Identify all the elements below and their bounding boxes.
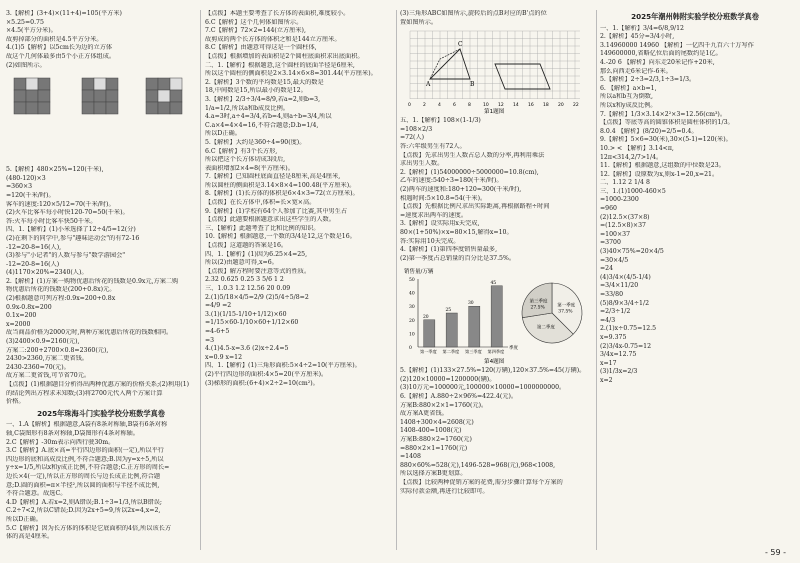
text-line: (3)1/3x=2/3	[600, 368, 638, 376]
text-line: 乙车的速度:540÷3=180(千米/时)。	[400, 177, 503, 185]
text-line: 【点拨】(1)根据题目分析得出两种优惠方案的价格关系;(2)利用(1)	[6, 381, 190, 388]
grid-label-a: A	[426, 81, 431, 89]
text-line: 1/a=1/2,所以a和b成反比例。	[205, 104, 289, 112]
text-line: 2430-2360=70(元)。	[6, 363, 70, 371]
text-line: =72(人)	[400, 134, 425, 142]
text-line: 四、1.【解析】(1)三角形面积:5×4÷2=10(平方厘米)。	[205, 362, 361, 370]
text-line: 表面积增加2×4=8(平方厘米)。	[205, 164, 294, 172]
text-line: (2)火车比客车每小时快120-70=50(千米)。	[6, 209, 129, 217]
bar-y-tick: 40	[409, 291, 415, 297]
text-line: 故剪成的两个长方体的体积之和是144立方厘米。	[205, 35, 341, 43]
text-line: =880×2×1=1760(元)	[400, 444, 468, 452]
text-line: =3/4×11/20	[600, 282, 639, 290]
text-line: x=9.375	[600, 333, 627, 341]
pie-chart	[522, 283, 582, 343]
text-line: 5.C【解析】因为长方体的体积是它底面积的4倍,所以该长方	[6, 524, 172, 532]
text-line: 物优惠后所花的钱数是(200+0.8x)元。	[6, 286, 116, 294]
text-line: (2)如图所示。	[6, 61, 46, 69]
text-line: 8.C【解析】由题意可得这是一个圆柱体,	[205, 44, 317, 52]
text-line: 所以圆柱的侧面积是3.14×8×4=100.48(平方厘米)。	[205, 181, 356, 189]
text-line: =3700	[600, 239, 621, 247]
text-line: 0.1x=200	[6, 312, 37, 320]
text-line: 方案B:880×2×1=1760(元)。	[400, 401, 488, 409]
text-line: 所以D正确。	[6, 515, 42, 523]
bar-chart-title: 销售量/万辆	[404, 269, 434, 276]
column-4-text	[600, 25, 790, 386]
bar-y-tick: 20	[409, 319, 415, 325]
text-line: 6.C【解析】有3个长方形,	[205, 147, 278, 155]
bar	[491, 286, 502, 347]
bar-y-tick: 30	[409, 305, 415, 311]
text-line: 二、1.【解析】根据题意,这个圆柱的底面半径是6厘米,	[205, 61, 355, 69]
text-line: ×4.5(平方分米)。	[6, 27, 57, 35]
grid-axis-tick: 0	[408, 103, 411, 109]
text-line: 求出男生人数。	[400, 160, 444, 168]
text-line: 2.(1)x÷0.75=12.5	[600, 325, 657, 333]
text-line: 2.【解析】(1)方案一购物优惠后所花的钱数是0.9x元,方案二购	[6, 277, 179, 285]
bar-category-label: 第三季度	[465, 349, 482, 355]
column-divider-1	[200, 10, 201, 550]
text-line: 5.【解析】大约是360÷4=90(度)。	[205, 138, 306, 146]
text-line: 6.C【解析】这个几何体如图所示。	[205, 18, 303, 26]
text-line: 三、1.0.3 1.2 12.56 20 0.09	[205, 285, 291, 292]
bar	[469, 306, 480, 347]
bar-value-label: 30	[467, 301, 474, 307]
column-3-text-b	[400, 117, 590, 263]
grid-label-c: C	[458, 41, 463, 49]
text-line: 5.【解析】(1)133×27.5%=120(万辆),120×37.5%=45(万辆)。	[400, 367, 586, 375]
text-line: (3)10万元=100000元,100000×10000=1000000000。	[400, 384, 566, 392]
text-line: 1408-400=1008(元)	[400, 427, 462, 435]
column-1	[6, 10, 196, 545]
grid-axis-tick: 14	[513, 103, 519, 109]
text-line: 3/4x=12.75	[600, 351, 637, 359]
text-line: 四、1.【解析】(1)因为6.25×4=25,	[205, 250, 308, 258]
text-line: =4/9 =2	[205, 302, 232, 310]
text-line: 3.(1)(1/15-1/10+1/12)×60	[205, 310, 287, 318]
text-line: 那么向西走6米记作-6米。	[600, 67, 672, 75]
text-line: (2)根据题意可列方程:0.9x=200+0.8x	[6, 295, 116, 303]
text-line: 【点拨】这道题的答案是16。	[205, 242, 288, 250]
text-line: 实际付款金额,再进行比较即可。	[400, 487, 489, 495]
column-1-text-a	[6, 10, 196, 70]
text-line: 不符合题意。故选C。	[6, 490, 67, 498]
text-line: 客车的速度:120×5/12=70(千米/时)。	[6, 200, 115, 208]
text-line: 一、1.【解析】3/4=6/8,9/12	[600, 24, 684, 32]
text-line: 80×(1+50%)×x=80×15,解得x=10。	[400, 228, 513, 236]
text-line: 9.【解析】5×6=30(米),30×(5-1)=120(米)。	[600, 136, 732, 144]
text-line: (3)40×75%=20×4/5	[600, 248, 664, 256]
text-line: 【点拨】此题要根据题意求出这些学生的人数。	[205, 216, 335, 224]
text-line: =120(千米/时)。	[6, 191, 55, 199]
bar-caption: 第4题图	[484, 359, 505, 366]
grid-figure	[400, 29, 588, 115]
grid-axis-tick: 2	[423, 103, 426, 109]
text-line: 故方案二更省钱,可节省70元。	[6, 372, 91, 380]
bar-category-label: 第四季度	[487, 349, 505, 355]
column-2-calc	[205, 276, 395, 388]
text-line: =24	[600, 265, 614, 273]
bar-y-tick: 0	[409, 346, 412, 352]
text-line: (2)第一季度占总销量的百分比是37.5%。	[400, 254, 516, 262]
grid-axis-tick: 22	[573, 103, 579, 109]
text-line: C.a×4=4×4=16,不符合题意;D.b=1/4,	[205, 121, 319, 129]
text-line: x=2	[600, 376, 613, 384]
text-line: 所以把这个长方体切成3段后,	[205, 156, 286, 164]
bar-category-label: 第一季度	[420, 349, 437, 355]
column-2-text-a	[205, 10, 395, 276]
bar-value-label: 20	[422, 315, 429, 321]
column-4	[600, 10, 790, 545]
grid-axis-tick: 4	[438, 103, 441, 109]
text-line: 五、1.【解析】108×(1-1/3)	[400, 117, 481, 125]
text-line: 4.(1)5【解析】以5cm长为边的立方体	[6, 44, 113, 52]
text-line: (3)梯形的面积:(6+4)×2÷2=10(cm²)。	[205, 379, 319, 387]
text-line: 故当商品价格为2000元时,两种方案优惠后所花的钱数相同。	[6, 329, 173, 337]
pie-slice-label: 第一季度	[557, 303, 576, 309]
text-line: (4)1170×20%=2340(人)。	[6, 269, 88, 277]
text-line: =1/15×60-1/10×60+1/12×60	[205, 319, 299, 327]
text-line: (2)12.5×(37×8)	[600, 213, 650, 221]
bar-y-tick: 50	[409, 278, 415, 284]
column-2	[205, 10, 395, 545]
text-line: 所以a和b互为倒数,	[600, 93, 653, 101]
text-line: 【点拨】先求出男生人数占总人数的分率,再利用乘法	[400, 151, 545, 159]
bar-value-label: 25	[445, 308, 452, 314]
bar-y-tick: 10	[409, 332, 415, 338]
grid-label-b: B	[470, 81, 475, 89]
text-line: 10.【解析】根据题意,一个数的3/4是12,这个数是16。	[205, 233, 356, 241]
text-line: 12π<314,2/7>1/4。	[600, 153, 663, 161]
text-line: 8.0.4 【解析】(8/20)=2/5=0.4。	[600, 127, 698, 135]
text-line: 6.【解析】A.880÷2×96%=422.4(元)。	[400, 393, 518, 401]
pie-slice-pct: 27.5%	[530, 305, 545, 311]
text-line: x=17	[600, 359, 617, 367]
text-line: 3.14960000 14960 【解析】一亿四千九百六十万写作	[600, 41, 754, 49]
text-line: 2.32 0.625 0.25 3 5/6 1 2	[205, 276, 284, 284]
text-line: 答:实际用10天完成。	[400, 237, 460, 245]
text-line: 4.D【解析】A.若x=2,则A错误;B.1÷3=1/3,所以B错误;	[6, 498, 162, 506]
text-line: =3	[205, 336, 215, 344]
text-line: (2)在剩下的同学中,参与"趣味运动会"的有72-16	[6, 234, 140, 242]
pie-slice-label: 第二季度	[536, 325, 555, 331]
text-line: 4.-20 6 【解析】向东走20米记作+20米,	[600, 58, 715, 66]
text-line: (2)120×10000=1200000(辆)。	[400, 375, 496, 383]
text-line: 7.【解析】1/3×3.14×2²×3=12.56(cm³)。	[600, 110, 727, 118]
text-line: 880×60%=528(元),1496-528=968(元),968<1008,	[400, 461, 556, 469]
text-line: 故方案A更省钱。	[400, 410, 448, 418]
grid-caption: 第1题图	[484, 109, 505, 116]
text-line: 7.C【解析】72×2=144(立方厘米),	[205, 27, 306, 35]
text-line: 2.C【解析】-30m表示向西行驶30m。	[6, 438, 115, 446]
text-line: 2.【解析】(1)54000000÷5000000=10.8(cm),	[400, 168, 539, 176]
text-line: 10.> < 【解析】3.14<π,	[600, 144, 674, 152]
text-line: =速度求出两车的速度。	[400, 211, 468, 219]
text-line: 轴,C袋图形有8条对称轴,D袋图形有4条对称轴。	[6, 429, 139, 437]
bar-unit-label: 季度	[509, 346, 518, 352]
column-3-text-c	[400, 367, 590, 496]
text-line: =(12.5×8)×37	[600, 222, 646, 230]
column-3-text-a	[400, 10, 590, 27]
text-line: =960	[600, 205, 617, 213]
text-line: 二、1.12 2 1/4 8	[600, 179, 650, 187]
text-line: 【点拨】等底等高的圆锥体积是圆柱体积的1/3。	[600, 119, 734, 127]
text-line: -12=20-8=16(人),	[6, 243, 62, 251]
bar-chart	[409, 277, 518, 355]
text-line: 【点拨】先根据比例尺求出实际距离,再根据路程÷时间	[400, 203, 550, 211]
text-line: 18,中间数是15,所以最小的数是12。	[205, 87, 307, 95]
text-line: 所以D正确。	[205, 130, 241, 138]
text-line: 【点拨】根据增加的表面积是2个圆柱底面积求出底面积。	[205, 52, 364, 60]
text-line: x=0.9 x=12	[205, 353, 243, 361]
text-line: (3)三角形ABC如图所示,旋转后的点B对应的B'点的位	[400, 10, 547, 17]
text-line: 所以x和y成反比例。	[600, 101, 657, 109]
text-line: 3.【解析】(3+4)×(11+4)=105(平方米)	[6, 10, 122, 17]
pie-slice-label: 第三季度	[529, 299, 548, 305]
text-line: (4)3/4×(4/5-1/4)	[600, 273, 651, 281]
grid-axis-tick: 12	[498, 103, 504, 109]
text-line: 答:火车每小时比客车快50千米。	[6, 217, 97, 225]
text-line: 4.【解析】(1)第四季度销售量最多,	[400, 246, 498, 254]
text-line: 2430>2360,方案二更省钱。	[6, 355, 88, 363]
text-line: (480-120)×3	[6, 174, 46, 182]
text-line: 2.【解析】3个数的平均数是15,最大的数是	[205, 78, 324, 86]
text-line: y÷x=1/5,所以x和y成正比例,不符合题意;C.正方形的周长=	[6, 464, 170, 472]
text-line: 答:六年级男生有72人。	[400, 142, 466, 150]
text-line: (3)参与"小记者"的人数与参与"数学游园会"	[6, 252, 126, 260]
text-line: (3)2400×0.9=2160(元),	[6, 338, 80, 346]
text-line: 【点拨】解方程时要注意等式的性质。	[205, 267, 311, 275]
column-3	[400, 10, 590, 545]
text-line: 边长×4(一定),所以正方形的周长与边长成正比例,符合题	[6, 472, 161, 480]
text-line: -12=20-8=16(人)	[6, 260, 60, 268]
text-line: 四边形的底和高成反比例,不符合题意;B.因为y=x÷5,所以	[6, 455, 164, 463]
text-line: 4.a=3时,a÷4=3/4,若b=4,则a÷b=3/4,所以	[205, 113, 332, 121]
text-line: 【点拨】本题主要考查了长方体的表面积,难度较小。	[205, 10, 350, 17]
bar	[424, 320, 435, 347]
text-line: (2)3/4x-0.75=12	[600, 342, 652, 350]
text-line: 一、1.A【解析】根据题意,A袋有8条对称轴,B袋有6条对称	[6, 421, 168, 429]
text-line: =30×4/5	[600, 256, 629, 264]
bar-category-label: 第二季度	[442, 349, 460, 355]
text-line: 3.【解析】2/3÷3/4=8/9,若a=2,则b=3,	[205, 95, 321, 103]
text-line: x=2000	[6, 320, 31, 328]
column-divider-2	[396, 10, 397, 550]
text-line: =33/80	[600, 291, 624, 298]
text-line: 9.【解析】(1)学校有64个人参加了比赛,其中男生占	[205, 207, 348, 215]
text-line: 2.(1)5/18×4/5=2/9 (2)5/4÷5/8=2	[205, 293, 309, 301]
section-title-chaozhou: 2025年潮州韩附实验学校分班数学真卷	[631, 12, 759, 21]
sales-chart-figure	[400, 265, 588, 365]
text-line: 0.9x-0.8x=200	[6, 303, 52, 311]
text-line: =4/3	[600, 316, 616, 324]
text-line: 方案二:200+2700×0.8=2360(元),	[6, 346, 109, 354]
text-line: 12.【解析】设原数为x,则x-1=20,x=21。	[600, 170, 719, 178]
page-number: - 59 -	[764, 548, 786, 557]
text-line: 11.【解析】根据题意,这组数的中位数是23。	[600, 162, 725, 170]
text-line: 5.【解析】480×25%=120(千米),	[6, 166, 104, 174]
text-line: 所以这个圆柱的侧面积是2×3.14×6×8=301.44(平方厘米)。	[205, 70, 377, 78]
text-line: 置如图所示。	[400, 18, 438, 26]
pie-slice-pct: 37.5%	[558, 309, 573, 315]
text-line: 【点拨】比较两种促销方案的花费,需分步骤计算每个方案的	[400, 479, 563, 486]
text-line: =100×37	[600, 230, 631, 238]
column-1-text-c	[6, 421, 196, 541]
grid-axis-tick: 18	[543, 103, 549, 109]
text-line: 的结论列出方程求未知数;(3)将2700元代入两个方案计算	[6, 389, 163, 397]
text-line: 5.【解析】2÷3=2/3,1÷3=1/3。	[600, 76, 696, 84]
text-line: =108×2/3	[400, 125, 433, 133]
text-line: 四、1.【解析】(1)小米选择了12÷4/5=12(分)	[6, 226, 136, 234]
text-line: =1408	[400, 453, 421, 461]
bar-value-label: 45	[490, 281, 497, 287]
three-view-figure	[6, 72, 194, 164]
text-line: 3.C【解析】A.底×高=平行四边形的面积(一定),所以平行	[6, 447, 164, 455]
text-line: 价格。	[6, 398, 25, 406]
text-line: 1408+300×4=2608(元)	[400, 418, 474, 426]
text-line: =2/3÷1/2	[600, 308, 631, 316]
text-line: =4-6+5	[205, 327, 230, 335]
text-line: 【点拨】在长方体中,体积=长×宽×高。	[205, 199, 316, 207]
text-line: 三、【解析】此题考查了比和比例的知识。	[205, 224, 320, 232]
text-line: C.2÷7<2,所以C错误;D.因为2x+5=9,所以2x=4,x=2,	[6, 507, 161, 515]
text-line: 相遇时间:5×10.8=54(千米)。	[400, 194, 487, 202]
text-line: 所以(2)由题意可得,x=6。	[205, 259, 278, 267]
bar	[446, 313, 457, 347]
grid-axis-tick: 8	[468, 103, 471, 109]
section-title-zhuhai: 2025年珠海斗门实验学校分班数学真卷	[37, 408, 165, 418]
text-line: 三、1.(1)1000-460×5	[600, 187, 666, 195]
text-line: ×5.25=0.75	[6, 18, 44, 26]
text-line: 故这个几何体最多由5个小正方体组成。	[6, 52, 116, 60]
text-line: 2.【解析】45分=3/4小时,	[600, 33, 675, 41]
grid-axis-tick: 20	[558, 103, 564, 109]
column-divider-3	[596, 10, 597, 550]
text-line: 故剪掉部分的面积是4.5平方分米。	[6, 35, 103, 43]
text-line: 3.【解析】设实际用x天完成,	[400, 220, 480, 228]
text-line: 6. 【解析】a×b=1,	[600, 84, 657, 92]
grid-axis-tick: 10	[483, 103, 489, 109]
text-line: 方案B:880×2=1760(元)	[400, 436, 472, 444]
text-line: 所以选择方案B更划算。	[400, 470, 467, 478]
text-line: =1000-2300	[600, 196, 639, 204]
text-line: (2)两车的速度和:180+120=300(千米/时),	[400, 185, 522, 193]
text-line: 8.【解析】(1)长方体的体积是6×4×3=72(立方厘米)。	[205, 190, 359, 198]
text-line: (5)8/9×3/4÷1/2	[600, 299, 650, 307]
text-line: 意;D.圆的面积=π×半径²,所以圆的面积与半径不成比例,	[6, 481, 160, 489]
text-line: 7.【解析】已知圆柱底面直径是8厘米,高是4厘米,	[205, 173, 341, 181]
text-line: 4.(1)4.5-x=3.6 (2)x÷2.4=5	[205, 345, 289, 353]
grid-axis-tick: 6	[453, 103, 456, 109]
grid-axis-tick: 16	[528, 103, 534, 109]
text-line: 149600000,省略亿位后面的尾数约是1亿。	[600, 50, 722, 58]
column-1-text-b	[6, 166, 196, 407]
text-line: 体的高是4厘米。	[6, 533, 54, 541]
text-line: =360×3	[6, 183, 33, 191]
text-line: (2)平行四边形的面积:4×5=20(平方厘米)。	[205, 370, 328, 378]
